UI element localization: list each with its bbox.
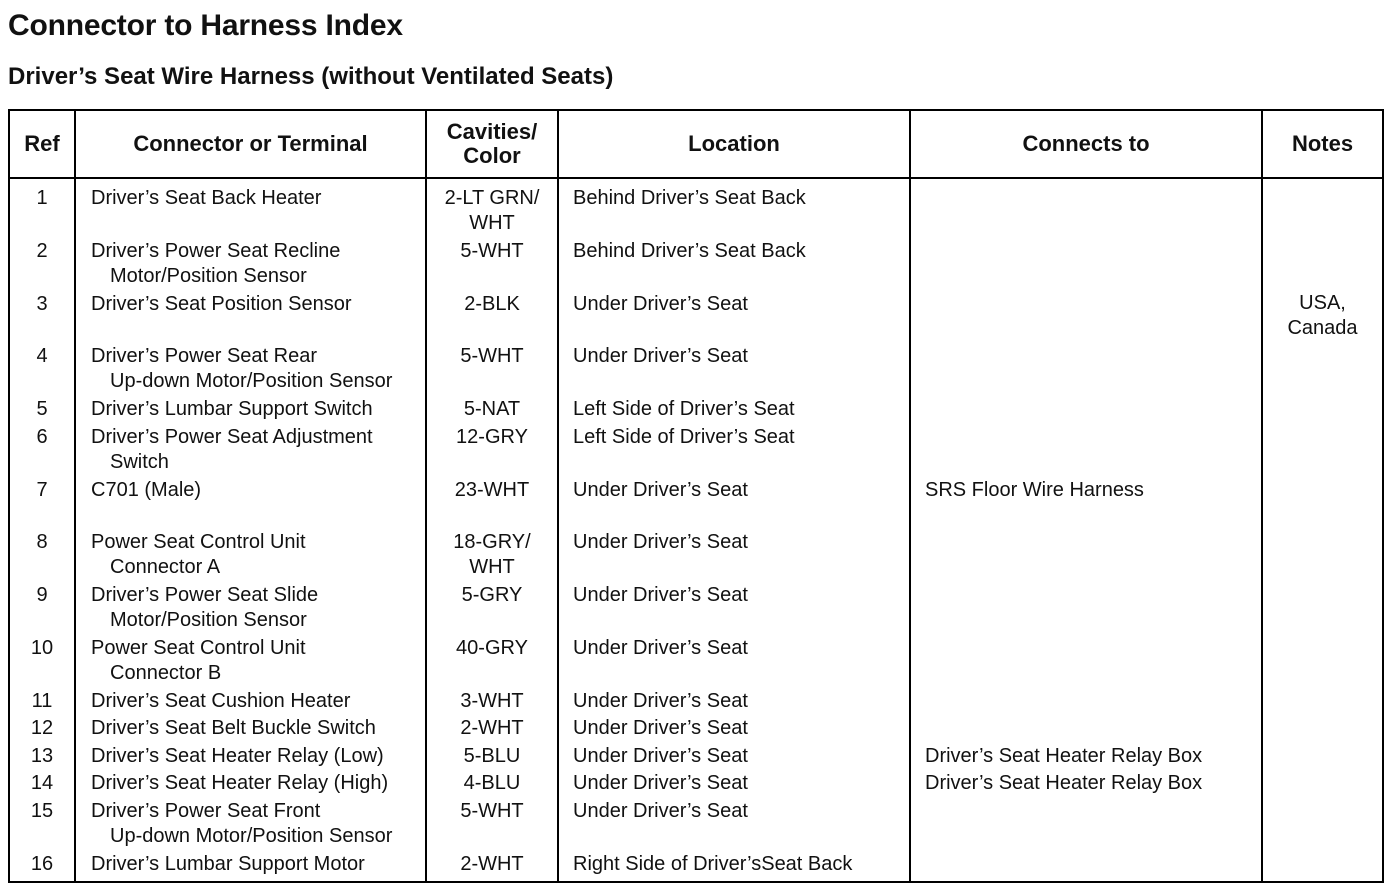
connector-name: Driver’s Seat Heater Relay (High) [91, 772, 389, 794]
header-location: Location [688, 131, 780, 156]
location-cell: Under Driver’s Seat [573, 745, 748, 767]
ref-cell: 11 [31, 690, 53, 712]
connector-cell [91, 239, 431, 289]
location-cell: Under Driver’s Seat [573, 800, 748, 822]
cavities-color-cell: 2-BLK [464, 293, 520, 315]
connector-name-continued: Motor/Position Sensor [110, 609, 307, 631]
cavities-color-cell: 2-WHT [460, 717, 524, 739]
connector-name: Driver’s Lumbar Support Motor [91, 853, 365, 875]
location-cell: Under Driver’s Seat [573, 690, 748, 712]
connects-to-cell: SRS Floor Wire Harness [925, 479, 1144, 501]
connector-name: Driver’s Seat Back Heater [91, 187, 322, 209]
ref-cell: 16 [30, 853, 54, 875]
cavities-color-cell: 2-WHT [460, 853, 524, 875]
location-cell: Under Driver’s Seat [573, 345, 748, 367]
connector-cell [91, 478, 431, 503]
connector-cell [91, 716, 431, 741]
connector-name-continued: Switch [110, 451, 169, 473]
connector-cell [91, 852, 431, 877]
connector-name: Driver’s Lumbar Support Switch [91, 398, 373, 420]
header-connects-to: Connects to [1022, 131, 1150, 156]
connector-name: Power Seat Control Unit [91, 531, 306, 553]
ref-cell: 15 [30, 800, 54, 822]
connector-name-continued: Connector B [110, 662, 222, 684]
header-notes: Notes [1291, 131, 1354, 156]
ref-cell: 5 [36, 398, 48, 420]
connector-name: Driver’s Power Seat Recline [91, 240, 341, 262]
header-cavities-color: Cavities/ Color [446, 119, 538, 168]
ref-cell: 7 [36, 479, 48, 501]
connector-cell [91, 292, 431, 317]
connector-name: Power Seat Control Unit [91, 637, 306, 659]
cavities-color-cell: 4-BLU [463, 772, 521, 794]
ref-cell: 4 [36, 345, 48, 367]
connector-name: Driver’s Power Seat Rear [91, 345, 318, 367]
location-cell: Left Side of Driver’s Seat [573, 426, 795, 448]
header-divider [10, 177, 1382, 179]
location-cell: Under Driver’s Seat [573, 293, 748, 315]
connector-index-table [8, 109, 1384, 883]
cavities-color-cell: 12-GRY [456, 426, 528, 448]
connector-name: Driver’s Power Seat Front [91, 800, 321, 822]
ref-cell: 13 [30, 745, 54, 767]
location-cell: Under Driver’s Seat [573, 584, 748, 606]
connector-cell [91, 344, 431, 394]
ref-cell: 10 [30, 637, 54, 659]
location-cell: Left Side of Driver’s Seat [573, 398, 795, 420]
connector-cell [91, 636, 431, 686]
ref-cell: 12 [30, 717, 54, 739]
ref-cell: 3 [36, 293, 48, 315]
cavities-color-cell: 18-GRY/ WHT [453, 531, 531, 578]
location-cell: Under Driver’s Seat [573, 637, 748, 659]
connector-cell [91, 689, 431, 714]
cavities-color-cell: 5-WHT [460, 240, 524, 262]
cavities-color-cell: 23-WHT [454, 479, 530, 501]
column-divider [74, 111, 76, 881]
cavities-color-cell: 5-WHT [460, 345, 524, 367]
connector-name: Driver’s Power Seat Slide [91, 584, 319, 606]
connector-cell [91, 397, 431, 422]
connector-cell [91, 799, 431, 849]
ref-cell: 8 [36, 531, 48, 553]
cavities-color-cell: 5-NAT [463, 398, 521, 420]
cavities-color-cell: 2-LT GRN/ WHT [444, 187, 540, 234]
page-subtitle: Driver’s Seat Wire Harness (without Ventilated Seats) [8, 63, 614, 90]
location-cell: Under Driver’s Seat [573, 479, 748, 501]
connector-cell [91, 744, 431, 769]
ref-cell: 14 [30, 772, 54, 794]
ref-cell: 1 [36, 187, 48, 209]
cavities-color-cell: 5-GRY [461, 584, 523, 606]
connector-name: Driver’s Seat Cushion Heater [91, 690, 351, 712]
location-cell: Behind Driver’s Seat Back [573, 187, 806, 209]
connector-name: Driver’s Seat Position Sensor [91, 293, 352, 315]
connector-name-continued: Motor/Position Sensor [110, 265, 307, 287]
connector-cell [91, 425, 431, 475]
connector-name: Driver’s Power Seat Adjustment [91, 426, 373, 448]
header-ref: Ref [24, 131, 60, 156]
location-cell: Under Driver’s Seat [573, 717, 748, 739]
page-title: Connector to Harness Index [8, 9, 403, 42]
connector-cell [91, 530, 431, 580]
ref-cell: 6 [36, 426, 48, 448]
notes-cell: USA, Canada [1287, 292, 1358, 339]
connector-name-continued: Up-down Motor/Position Sensor [110, 825, 393, 847]
ref-cell: 2 [36, 240, 48, 262]
connector-name-continued: Connector A [110, 556, 221, 578]
connector-name-continued: Up-down Motor/Position Sensor [110, 370, 393, 392]
cavities-color-cell: 40-GRY [456, 637, 528, 659]
location-cell: Right Side of Driver’sSeat Back [573, 853, 853, 875]
connector-cell [91, 186, 431, 211]
column-divider [557, 111, 559, 881]
cavities-color-cell: 5-WHT [460, 800, 524, 822]
cavities-color-cell: 3-WHT [460, 690, 524, 712]
connects-to-cell: Driver’s Seat Heater Relay Box [925, 772, 1203, 794]
location-cell: Under Driver’s Seat [573, 772, 748, 794]
connector-cell [91, 771, 431, 796]
header-connector: Connector or Terminal [133, 131, 368, 156]
connector-name: C701 (Male) [91, 479, 202, 501]
connector-name: Driver’s Seat Heater Relay (Low) [91, 745, 384, 767]
connector-cell [91, 583, 431, 633]
connects-to-cell: Driver’s Seat Heater Relay Box [925, 745, 1203, 767]
connector-name: Driver’s Seat Belt Buckle Switch [91, 717, 376, 739]
ref-cell: 9 [36, 584, 48, 606]
location-cell: Behind Driver’s Seat Back [573, 240, 806, 262]
cavities-color-cell: 5-BLU [463, 745, 521, 767]
location-cell: Under Driver’s Seat [573, 531, 748, 553]
